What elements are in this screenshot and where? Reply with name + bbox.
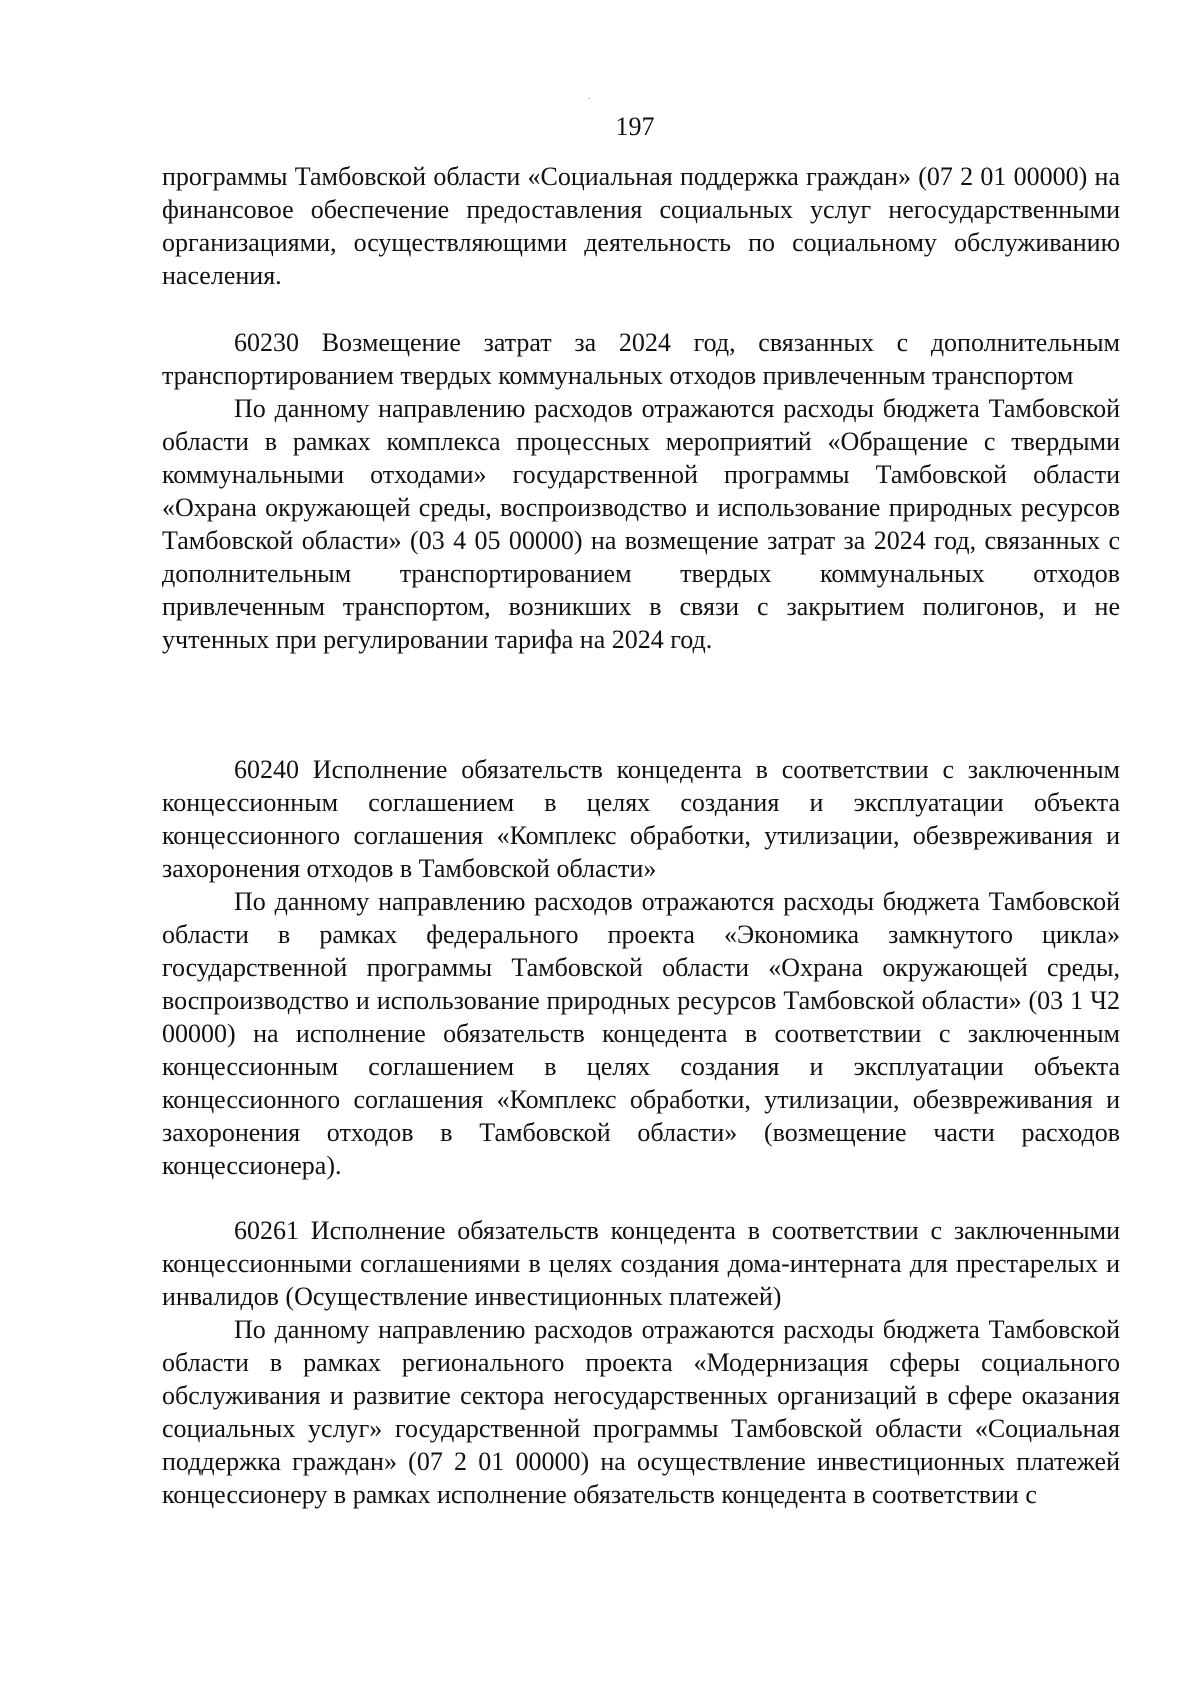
paragraph-continuation: программы Тамбовской области «Социальная поддержка граждан» (07 2 01 00000) на финансовое обеспечение предоставления социальных услуг негосударственными организациями, осуществляющими деятельность по социальному обслуживанию населения. xyxy=(162,162,1120,290)
text-block-4 xyxy=(162,1214,1120,1511)
text-block-3 xyxy=(162,753,1120,1182)
section-heading-60240: 60240 Исполнение обязательств концедента в соответствии с заключенным концессионным соглашением в целях создания и эксплуатации объекта концессионного соглашения «Комплекс обработки, утилизации, обезвреживания и захоронения отходов в Тамбовской области» xyxy=(162,755,1120,883)
paragraph-60261-body: По данному направлению расходов отражаются расходы бюджета Тамбовской области в рамках регионального проекта «Модернизация сферы социального обслуживания и развитие сектора негосударственных организаций в сфере оказания социальных услуг» государственной программы Тамбовской области «Социальная поддержка граждан» (07 2 01 00000) на осуществление инвестиционных платежей концессионеру в рамках исполнение обязательств концедента в соответствии с xyxy=(162,1315,1120,1509)
scan-speck xyxy=(588,98,590,99)
text-block-1 xyxy=(162,160,1120,292)
section-heading-60230: 60230 Возмещение затрат за 2024 год, связанных с дополнительным транспортированием твердых коммунальных отходов привлеченным транспортом xyxy=(162,328,1120,390)
text-block-2 xyxy=(162,326,1120,656)
paragraph-60230-body: По данному направлению расходов отражаются расходы бюджета Тамбовской области в рамках комплекса процессных мероприятий «Обращение с твердыми коммунальными отходами» государственной программы Тамбовской области «Охрана окружающей среды, воспроизводство и использование природных ресурсов Тамбовской области» (03 4 05 00000) на возмещение затрат за 2024 год, связанных с дополнительным транспортированием твердых коммунальных отходов привлеченным транспортом, возникших в связи с закрытием полигонов, и не учтенных при регулировании тарифа на 2024 год. xyxy=(162,394,1120,654)
page-number: 197 xyxy=(615,112,655,141)
section-heading-60261: 60261 Исполнение обязательств концедента в соответствии с заключенными концессионными соглашениями в целях создания дома-интерната для престарелых и инвалидов (Осуществление инвестиционных платежей) xyxy=(162,1216,1120,1311)
paragraph-60240-body: По данному направлению расходов отражаются расходы бюджета Тамбовской области в рамках федерального проекта «Экономика замкнутого цикла» государственной программы Тамбовской области «Охрана окружающей среды, воспроизводство и использование природных ресурсов Тамбовской области» (03 1 Ч2 00000) на исполнение обязательств концедента в соответствии с заключенным концессионным соглашением в целях создания и эксплуатации объекта концессионного соглашения «Комплекс обработки, утилизации, обезвреживания и захоронения отходов в Тамбовской области» (возмещение части расходов концессионера). xyxy=(162,887,1120,1180)
